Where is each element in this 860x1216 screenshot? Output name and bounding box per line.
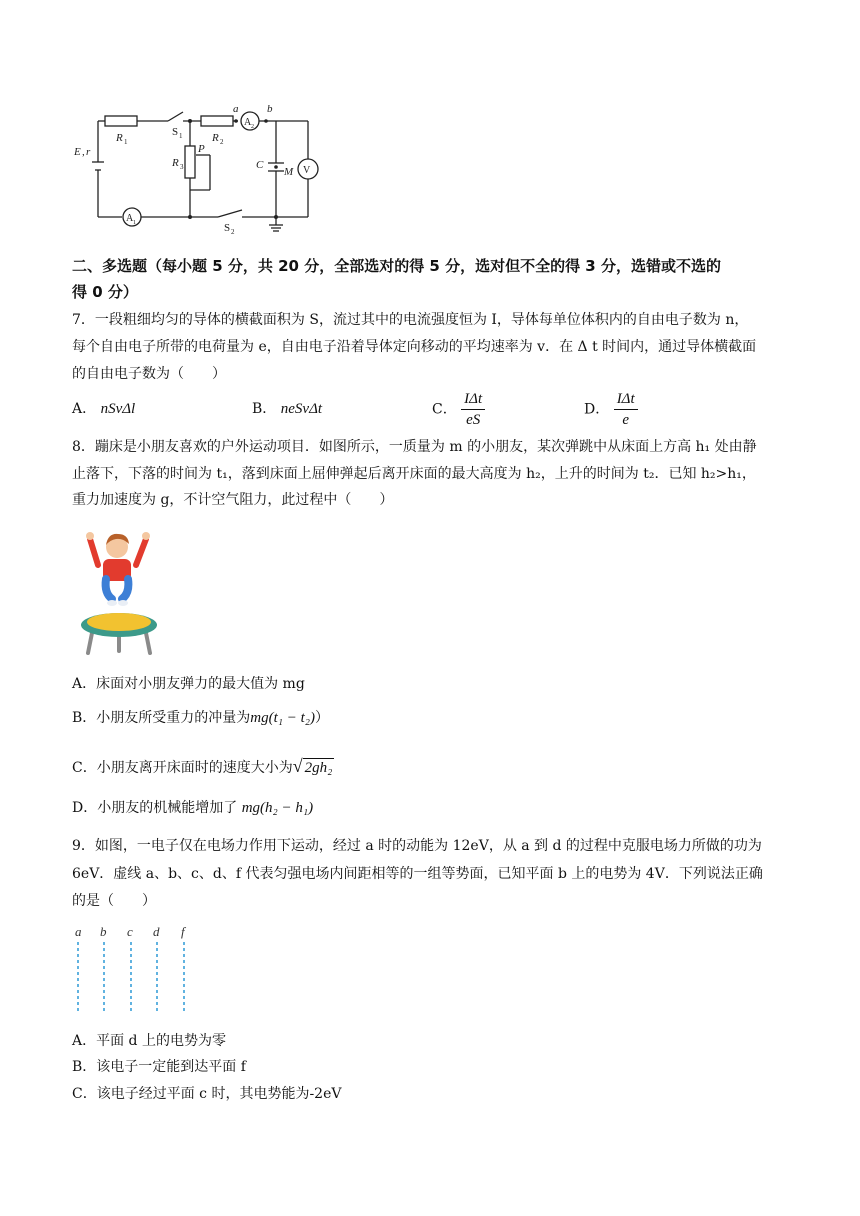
q8-option-c: C．小朋友离开床面时的速度大小为√ 2gh₂ [72, 756, 333, 776]
q7-option-b: B． neSvΔt [252, 401, 323, 417]
label-S1: S [172, 126, 179, 138]
svg-text:2: 2 [220, 138, 224, 146]
label-M: M [284, 166, 294, 178]
svg-text:1: 1 [124, 138, 128, 146]
q7-option-d: D． $\frac{\text{IΔt}}{e}$ [584, 389, 638, 430]
label-R3: R [172, 157, 179, 169]
q7-text-line1: 7．一段粗细均匀的导体的横截面积为 S，流过其中的电流强度恒为 I，导体每单位体积内的自由电子数为 n， [72, 312, 749, 328]
svg-text:1: 1 [179, 132, 183, 140]
q8-text-line3: 重力加速度为 g，不计空气阻力，此过程中（ ） [72, 492, 394, 508]
plane-label-b: b [100, 924, 107, 939]
q8-option-a: A．床面对小朋友弹力的最大值为 mg [72, 676, 305, 692]
equipotential-planes-figure [70, 922, 200, 1018]
svg-text:,: , [82, 146, 85, 158]
label-A2: A [244, 117, 252, 128]
q9-text-line2: 6eV．虚线 a、b、c、d、f 代表匀强电场内间距相等的一组等势面，已知平面 b 上的电势为 4V．下列说法正确 [72, 866, 763, 882]
plane-label-a: a [75, 924, 82, 939]
q7-text-line2: 每个自由电子所带的电荷量为 e，自由电子沿着导体定向移动的平均速率为 v．在 Δ t 时间内，通过导体横截面 [72, 339, 757, 355]
label-R2: R [212, 132, 219, 144]
q9-option-a: A．平面 d 上的电势为零 [72, 1033, 226, 1049]
section-heading-line2: 得 0 分） [72, 283, 138, 301]
label-S2: S [224, 222, 231, 234]
svg-text:3: 3 [180, 163, 184, 171]
svg-text:1: 1 [133, 220, 136, 226]
q9-text-line1: 9．如图，一电子仅在电场力作用下运动，经过 a 时的动能为 12eV，从 a 到 d 的过程中克服电场力所做的功为 [72, 838, 762, 854]
plane-label-c: c [127, 924, 133, 939]
q9-option-c: C．该电子经过平面 c 时，其电势能为-2eV [72, 1086, 342, 1102]
label-P: P [198, 143, 205, 155]
plane-label-f: f [181, 924, 185, 939]
q8-option-b: B．小朋友所受重力的冲量为mg(t₁ − t₂)） [72, 710, 330, 726]
q8-option-d: D．小朋友的机械能增加了 mg(h₂ − h₁) [72, 800, 314, 816]
q8-text-line1: 8．蹦床是小朋友喜欢的户外运动项目．如图所示，一质量为 m 的小朋友，某次弹跳中从床面上方高 h₁ 处由静 [72, 439, 757, 455]
svg-text:2: 2 [251, 124, 254, 130]
label-C: C [256, 159, 264, 171]
label-R1: R [116, 132, 123, 144]
plane-label-d: d [153, 924, 160, 939]
q9-option-b: B．该电子一定能到达平面 f [72, 1059, 246, 1075]
label-A1: A [126, 213, 134, 224]
label-b: b [267, 103, 273, 115]
trampoline-kid-illustration [78, 525, 160, 660]
q7-text-line3: 的自由电子数为（ ） [72, 366, 226, 382]
svg-text:2: 2 [231, 228, 235, 236]
label-r: r [86, 146, 91, 158]
q7-option-c: C． $\frac{\text{IΔt}}{eS}$ [432, 389, 485, 430]
circuit-diagram [70, 100, 330, 240]
section-heading-line1: 二、多选题（每小题 5 分，共 20 分，全部选对的得 5 分，选对但不全的得 3 分，选错或不选的 [72, 257, 721, 275]
q7-option-a: A． nSvΔl [72, 401, 136, 417]
q9-text-line3: 的是（ ） [72, 893, 156, 909]
label-E: E [74, 146, 81, 158]
q8-text-line2: 止落下，下落的时间为 t₁，落到床面上屈伸弹起后离开床面的最大高度为 h₂，上升的时间为 t₂．已知 h₂>h₁， [72, 466, 756, 482]
label-a: a [233, 103, 239, 115]
label-V: V [303, 165, 311, 176]
